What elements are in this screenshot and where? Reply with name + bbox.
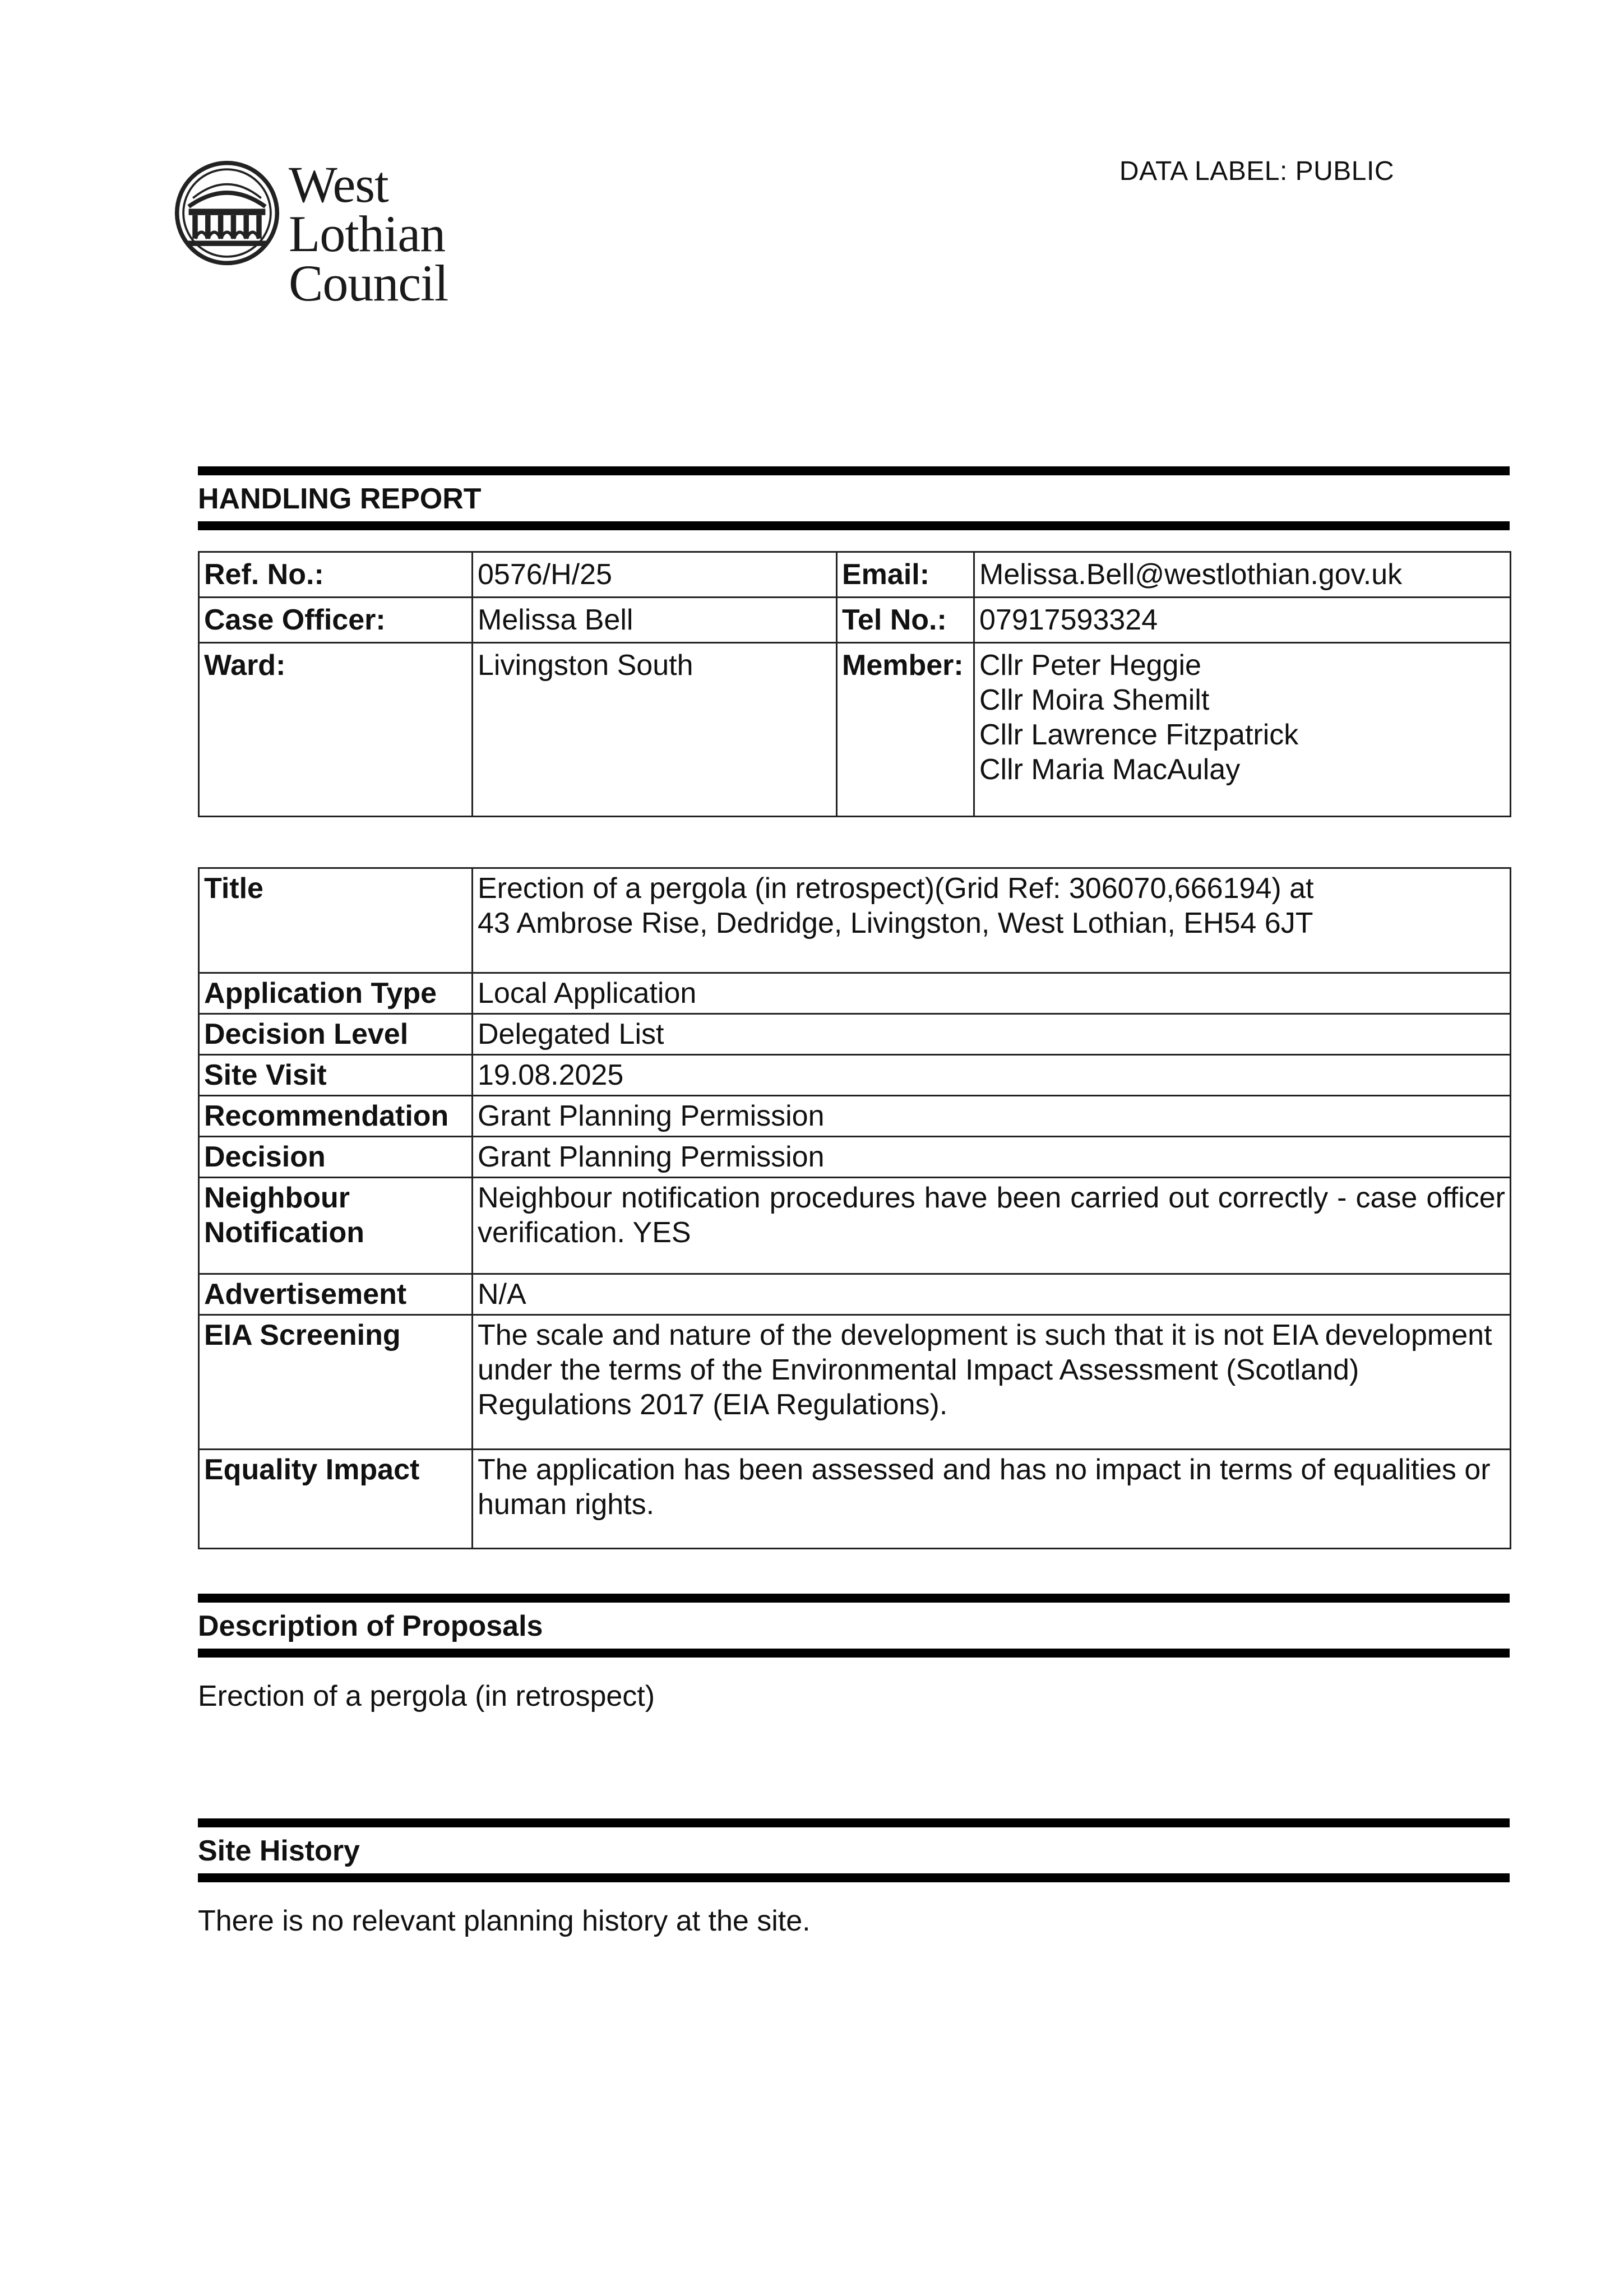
description-section-header <box>198 1594 1510 1658</box>
decision-label: Decision <box>199 1137 473 1178</box>
neighbour-notification-value: Neighbour notification procedures have been carried out correctly - case officer verification. YES <box>473 1178 1511 1274</box>
application-type-value: Local Application <box>473 973 1511 1014</box>
member-item: Cllr Lawrence Fitzpatrick <box>979 719 1299 751</box>
eia-screening-value: The scale and nature of the development is such that it is not EIA development under the terms of the Environmental Impact Assessment (Scotland) Regulations 2017 (EIA Regulations). <box>473 1315 1511 1450</box>
bottom-rule <box>198 1649 1510 1658</box>
recommendation-value: Grant Planning Permission <box>473 1096 1511 1137</box>
ward-label: Ward: <box>199 643 473 817</box>
table-row <box>199 1014 1511 1055</box>
eia-screening-label: EIA Screening <box>199 1315 473 1450</box>
table-row <box>199 973 1511 1014</box>
decision-level-label: Decision Level <box>199 1014 473 1055</box>
bottom-rule <box>198 521 1510 530</box>
report-title: HANDLING REPORT <box>198 483 482 515</box>
table-row <box>199 1055 1511 1096</box>
member-label: Member: <box>837 643 974 817</box>
application-details-table <box>198 867 1511 1549</box>
member-item: Cllr Peter Heggie <box>979 649 1201 682</box>
table-row <box>199 868 1511 973</box>
description-text: Erection of a pergola (in retrospect) <box>198 1680 655 1712</box>
case-officer-label: Case Officer: <box>199 598 473 643</box>
title-label: Title <box>199 868 473 973</box>
ref-value: 0576/H/25 <box>473 552 837 598</box>
member-list <box>974 643 1511 817</box>
logo-line-1: West Lothian <box>289 156 446 262</box>
case-officer-value: Melissa Bell <box>473 598 837 643</box>
member-item: Cllr Maria MacAulay <box>979 753 1241 786</box>
description-heading: Description of Proposals <box>198 1610 543 1642</box>
equality-impact-label: Equality Impact <box>199 1450 473 1549</box>
logo-wordmark <box>289 156 555 312</box>
tel-label: Tel No.: <box>837 598 974 643</box>
table-row <box>199 598 1511 643</box>
title-value <box>473 868 1511 973</box>
site-history-section-header <box>198 1818 1510 1882</box>
table-row <box>199 1096 1511 1137</box>
advertisement-value: N/A <box>473 1274 1511 1315</box>
tel-value: 07917593324 <box>974 598 1511 643</box>
top-rule <box>198 1818 1510 1827</box>
handling-report-section <box>198 466 1510 530</box>
table-row <box>199 643 1511 817</box>
table-row <box>199 1450 1511 1549</box>
email-label: Email: <box>837 552 974 598</box>
email-value[interactable]: Melissa.Bell@westlothian.gov.uk <box>974 552 1511 598</box>
data-label: DATA LABEL: PUBLIC <box>1119 156 1394 186</box>
member-item: Cllr Moira Shemilt <box>979 684 1210 716</box>
application-type-label: Application Type <box>199 973 473 1014</box>
council-seal-icon <box>174 160 280 266</box>
table-row <box>199 1274 1511 1315</box>
recommendation-label: Recommendation <box>199 1096 473 1137</box>
advertisement-label: Advertisement <box>199 1274 473 1315</box>
officer-table <box>198 551 1511 817</box>
neighbour-notification-label: Neighbour Notification <box>199 1178 473 1274</box>
table-row <box>199 1137 1511 1178</box>
decision-value: Grant Planning Permission <box>473 1137 1511 1178</box>
site-history-heading: Site History <box>198 1835 360 1867</box>
site-history-text: There is no relevant planning history at the site. <box>198 1905 811 1937</box>
top-rule <box>198 466 1510 475</box>
equality-impact-value: The application has been assessed and has no impact in terms of equalities or human rights. <box>473 1450 1511 1549</box>
top-rule <box>198 1594 1510 1603</box>
table-row <box>199 552 1511 598</box>
table-row <box>199 1315 1511 1450</box>
logo-line-2: Council <box>289 254 448 312</box>
site-visit-value: 19.08.2025 <box>473 1055 1511 1096</box>
council-logo <box>174 156 555 312</box>
title-line: 43 Ambrose Rise, Dedridge, Livingston, West Lothian, EH54 6JT <box>478 907 1313 939</box>
site-visit-label: Site Visit <box>199 1055 473 1096</box>
title-line: Erection of a pergola (in retrospect)(Grid Ref: 306070,666194) at <box>478 872 1314 905</box>
decision-level-value: Delegated List <box>473 1014 1511 1055</box>
table-row <box>199 1178 1511 1274</box>
ward-value: Livingston South <box>473 643 837 817</box>
ref-label: Ref. No.: <box>199 552 473 598</box>
bottom-rule <box>198 1873 1510 1882</box>
